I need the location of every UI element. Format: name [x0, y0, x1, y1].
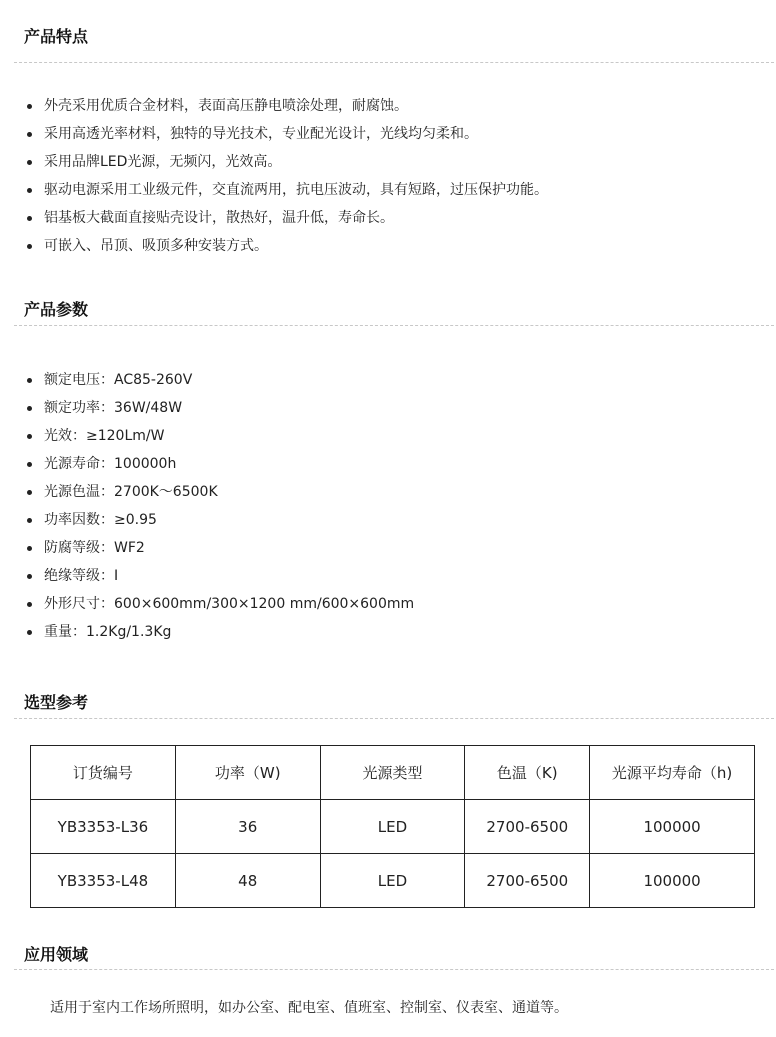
table-header-cell: 光源平均寿命（h) — [590, 746, 755, 800]
list-item: 功率因数：≥0.95 — [22, 506, 414, 534]
bullet-dot-icon — [27, 518, 32, 523]
table-cell: LED — [320, 854, 465, 908]
selection-table — [30, 745, 755, 908]
list-item: 重量：1.2Kg/1.3Kg — [22, 618, 414, 646]
selection-title: 选型参考 — [24, 693, 89, 712]
bullet-dot-icon — [27, 188, 32, 193]
list-item: 驱动电源采用工业级元件，交直流两用，抗电压波动，具有短路，过压保护功能。 — [22, 176, 548, 204]
bullet-dot-icon — [27, 132, 32, 137]
bullet-dot-icon — [27, 434, 32, 439]
list-item: 可嵌入、吊顶、吸顶多种安装方式。 — [22, 232, 548, 260]
table-header-cell: 色温（K) — [465, 746, 590, 800]
selection-divider — [14, 718, 774, 719]
table-cell: LED — [320, 800, 465, 854]
list-item: 绝缘等级：I — [22, 562, 414, 590]
features-title: 产品特点 — [24, 27, 89, 46]
list-item: 光源色温：2700K～6500K — [22, 478, 414, 506]
table-cell: 2700-6500 — [465, 854, 590, 908]
table-cell: YB3353-L36 — [31, 800, 176, 854]
table-header-cell: 订货编号 — [31, 746, 176, 800]
bullet-dot-icon — [27, 160, 32, 165]
list-item: 外形尺寸：600×600mm/300×1200 mm/600×600mm — [22, 590, 414, 618]
list-item: 额定电压：AC85-260V — [22, 366, 414, 394]
bullet-dot-icon — [27, 104, 32, 109]
bullet-dot-icon — [27, 216, 32, 221]
table-header-row — [31, 746, 755, 800]
bullet-dot-icon — [27, 378, 32, 383]
table-header-cell: 功率（W) — [175, 746, 320, 800]
table-row — [31, 854, 755, 908]
list-item: 采用品牌LED光源，无频闪，光效高。 — [22, 148, 548, 176]
table-header-cell: 光源类型 — [320, 746, 465, 800]
bullet-dot-icon — [27, 574, 32, 579]
table-cell: YB3353-L48 — [31, 854, 176, 908]
table-cell: 100000 — [590, 854, 755, 908]
params-divider — [14, 325, 774, 326]
table-cell: 36 — [175, 800, 320, 854]
table-cell: 2700-6500 — [465, 800, 590, 854]
bullet-dot-icon — [27, 406, 32, 411]
params-list — [22, 366, 414, 646]
application-text: 适用于室内工作场所照明，如办公室、配电室、值班室、控制室、仪表室、通道等。 — [50, 1000, 568, 1016]
features-list — [22, 92, 548, 260]
bullet-dot-icon — [27, 490, 32, 495]
application-title: 应用领域 — [24, 945, 89, 964]
list-item: 光源寿命：100000h — [22, 450, 414, 478]
bullet-dot-icon — [27, 244, 32, 249]
bullet-dot-icon — [27, 630, 32, 635]
list-item: 采用高透光率材料，独特的导光技术，专业配光设计，光线均匀柔和。 — [22, 120, 548, 148]
list-item: 额定功率：36W/48W — [22, 394, 414, 422]
table-row — [31, 800, 755, 854]
list-item: 外壳采用优质合金材料，表面高压静电喷涂处理，耐腐蚀。 — [22, 92, 548, 120]
application-divider — [14, 969, 774, 970]
table-cell: 48 — [175, 854, 320, 908]
params-title: 产品参数 — [24, 300, 89, 319]
list-item: 防腐等级：WF2 — [22, 534, 414, 562]
table-cell: 100000 — [590, 800, 755, 854]
bullet-dot-icon — [27, 602, 32, 607]
list-item: 光效：≥120Lm/W — [22, 422, 414, 450]
features-divider — [14, 62, 774, 63]
bullet-dot-icon — [27, 462, 32, 467]
list-item: 铝基板大截面直接贴壳设计，散热好，温升低，寿命长。 — [22, 204, 548, 232]
bullet-dot-icon — [27, 546, 32, 551]
